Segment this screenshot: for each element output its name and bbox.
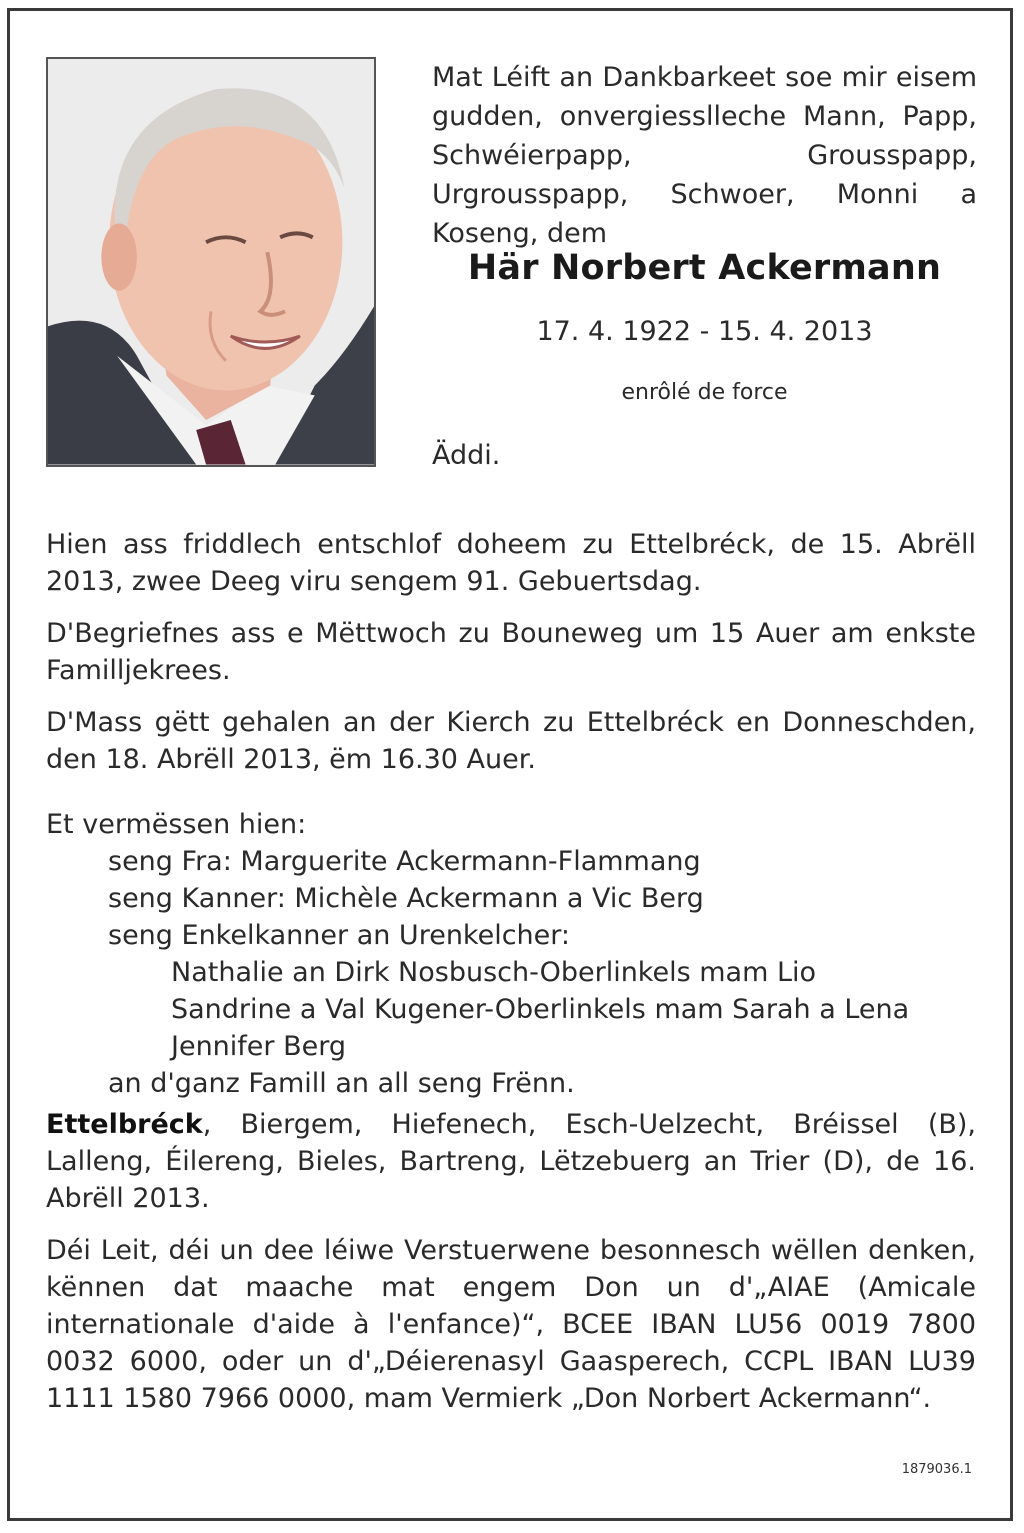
place-rest: , Biergem, Hiefenech, Esch-Uelzecht, Bréissel (B), Lalleng, Éilereng, Bieles, Bartreng, Lëtzebuerg an Trier (D), de 16. Abrëll 2013. — [46, 1109, 976, 1214]
place-paragraph — [46, 1106, 976, 1217]
mourners-heading: Et vermëssen hien: — [46, 809, 307, 840]
signoff-text: Äddi. — [432, 440, 501, 471]
mourner-grandchild: Sandrine a Val Kugener-Oberlinkels mam Sarah a Lena — [171, 994, 910, 1025]
funeral-paragraph: D'Begriefnes ass e Mëttwoch zu Bouneweg um 15 Auer am enkste Familljekrees. — [46, 618, 976, 686]
mourner-children: seng Kanner: Michèle Ackermann a Vic Berg — [108, 883, 704, 914]
mass-paragraph: D'Mass gëtt gehalen an der Kierch zu Ettelbréck en Donneschden, den 18. Abrëll 2013, ëm 16.30 Auer. — [46, 707, 976, 775]
mourner-family: an d'ganz Famill an all seng Frënn. — [108, 1068, 575, 1099]
portrait-photo — [46, 57, 376, 467]
note-text: enrôlé de force — [621, 380, 788, 405]
mourner-grandchild: Nathalie an Dirk Nosbusch-Oberlinkels mam Lio — [171, 957, 817, 988]
deceased-name: Här Norbert Ackermann — [467, 248, 942, 288]
reference-number: 1879036.1 — [901, 1462, 972, 1477]
donation-paragraph: Déi Leit, déi un dee léiwe Verstuerwene besonnesch wëllen denken, kënnen dat maache mat engem Don un d'„AIAE (Amicale internationale d'aide à l'enfance)“, BCEE IBAN LU56 0019 7800 0032 6000, oder un d'„Déierenasyl Gaasperech, CCPL IBAN LU39 1111 1580 7966 0000, mam Vermierk „Don Norbert Ackermann“. — [46, 1235, 976, 1414]
mourner-wife: seng Fra: Marguerite Ackermann-Flammang — [108, 846, 701, 877]
mourner-grandchild: Jennifer Berg — [171, 1031, 346, 1062]
notice-body — [46, 526, 976, 1432]
death-paragraph: Hien ass friddlech entschlof doheem zu Ettelbréck, de 15. Abrëll 2013, zwee Deeg viru sengem 91. Gebuertsdag. — [46, 529, 976, 597]
place-bold: Ettelbréck — [46, 1109, 203, 1140]
intro-text: Mat Léift an Dankbarkeet soe mir eisem gudden, onvergiesslleche Mann, Papp, Schwéierpapp, Grousspapp, Urgrousspapp, Schwoer, Monni a Koseng, dem — [432, 62, 977, 249]
mourner-grandchildren-heading: seng Enkelkanner an Urenkelcher: — [108, 920, 571, 951]
life-dates: 17. 4. 1922 - 15. 4. 2013 — [536, 316, 873, 347]
